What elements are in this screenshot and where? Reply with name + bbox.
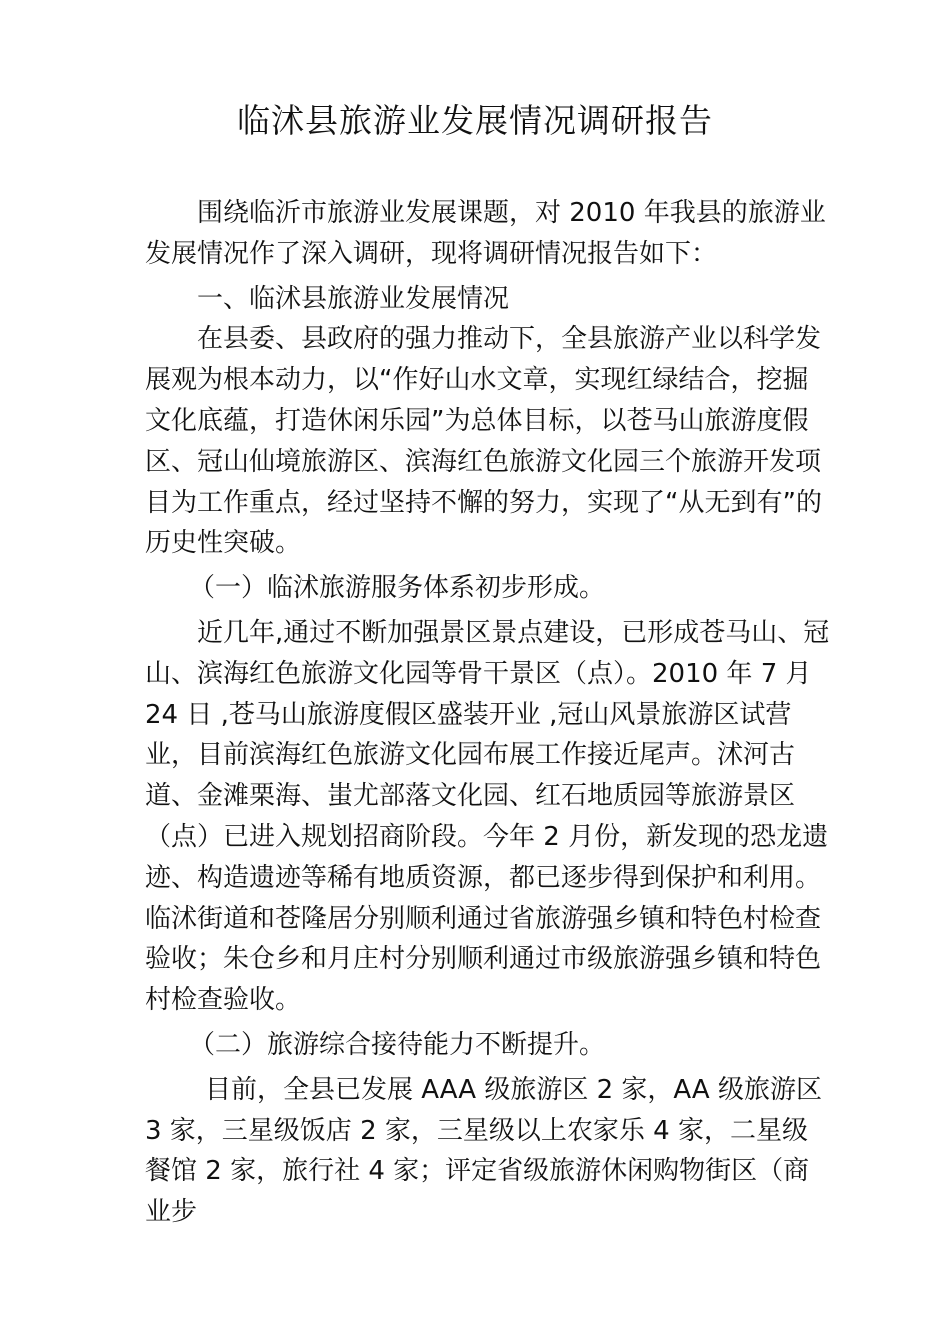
- section-paragraph: 在县委、县政府的强力推动下，全县旅游产业以科学发展观为根本动力，以“作好山水文章，实现红绿结合，挖掘文化底蕴，打造休闲乐园”为总体目标，以苍马山旅游度假区、冠山仙境旅游区、滨海红色旅游文化园三个旅游开发项目为工作重点，经过坚持不懈的努力，实现了“从无到有”的历史性突破。: [145, 324, 822, 559]
- document-title: 临沭县旅游业发展情况调研报告: [237, 101, 713, 140]
- document-body: [145, 193, 830, 1233]
- subsection-paragraph: 近几年,通过不断加强景区景点建设，已形成苍马山、冠山、滨海红色旅游文化园等骨干景区（点）。2010 年 7 月 24 日 ,苍马山旅游度假区盛装开业 ,冠山风景旅游区试营业，目前滨海红色旅游文化园布展工作接近尾声。沭河古道、金滩栗海、蚩尤部落文化园、红石地质园等旅游景区（点）已进入规划招商阶段。今年 2 月份，新发现的恐龙遗迹、构造遗迹等稀有地质资源，都已逐步得到保护和利用。临沭街道和苍隆居分别顺利通过省旅游强乡镇和特色村检查验收；朱仓乡和月庄村分别顺利通过市级旅游强乡镇和特色村检查验收。: [145, 617, 830, 1016]
- section-heading: 一、临沭县旅游业发展情况: [197, 283, 510, 314]
- subsection-heading: （二）旅游综合接待能力不断提升。: [189, 1029, 606, 1060]
- subsection-heading: （一）临沭旅游服务体系初步形成。: [189, 573, 606, 604]
- subsection-paragraph: 目前，全县已发展 AAA 级旅游区 2 家，AA 级旅游区 3 家，三星级饭店 2 家，三星级以上农家乐 4 家，二星级餐馆 2 家，旅行社 4 家；评定省级旅游休闲购物街区（商业步: [145, 1074, 822, 1228]
- intro-paragraph: 围绕临沂市旅游业发展课题，对 2010 年我县的旅游业发展情况作了深入调研，现将调研情况报告如下：: [145, 198, 826, 269]
